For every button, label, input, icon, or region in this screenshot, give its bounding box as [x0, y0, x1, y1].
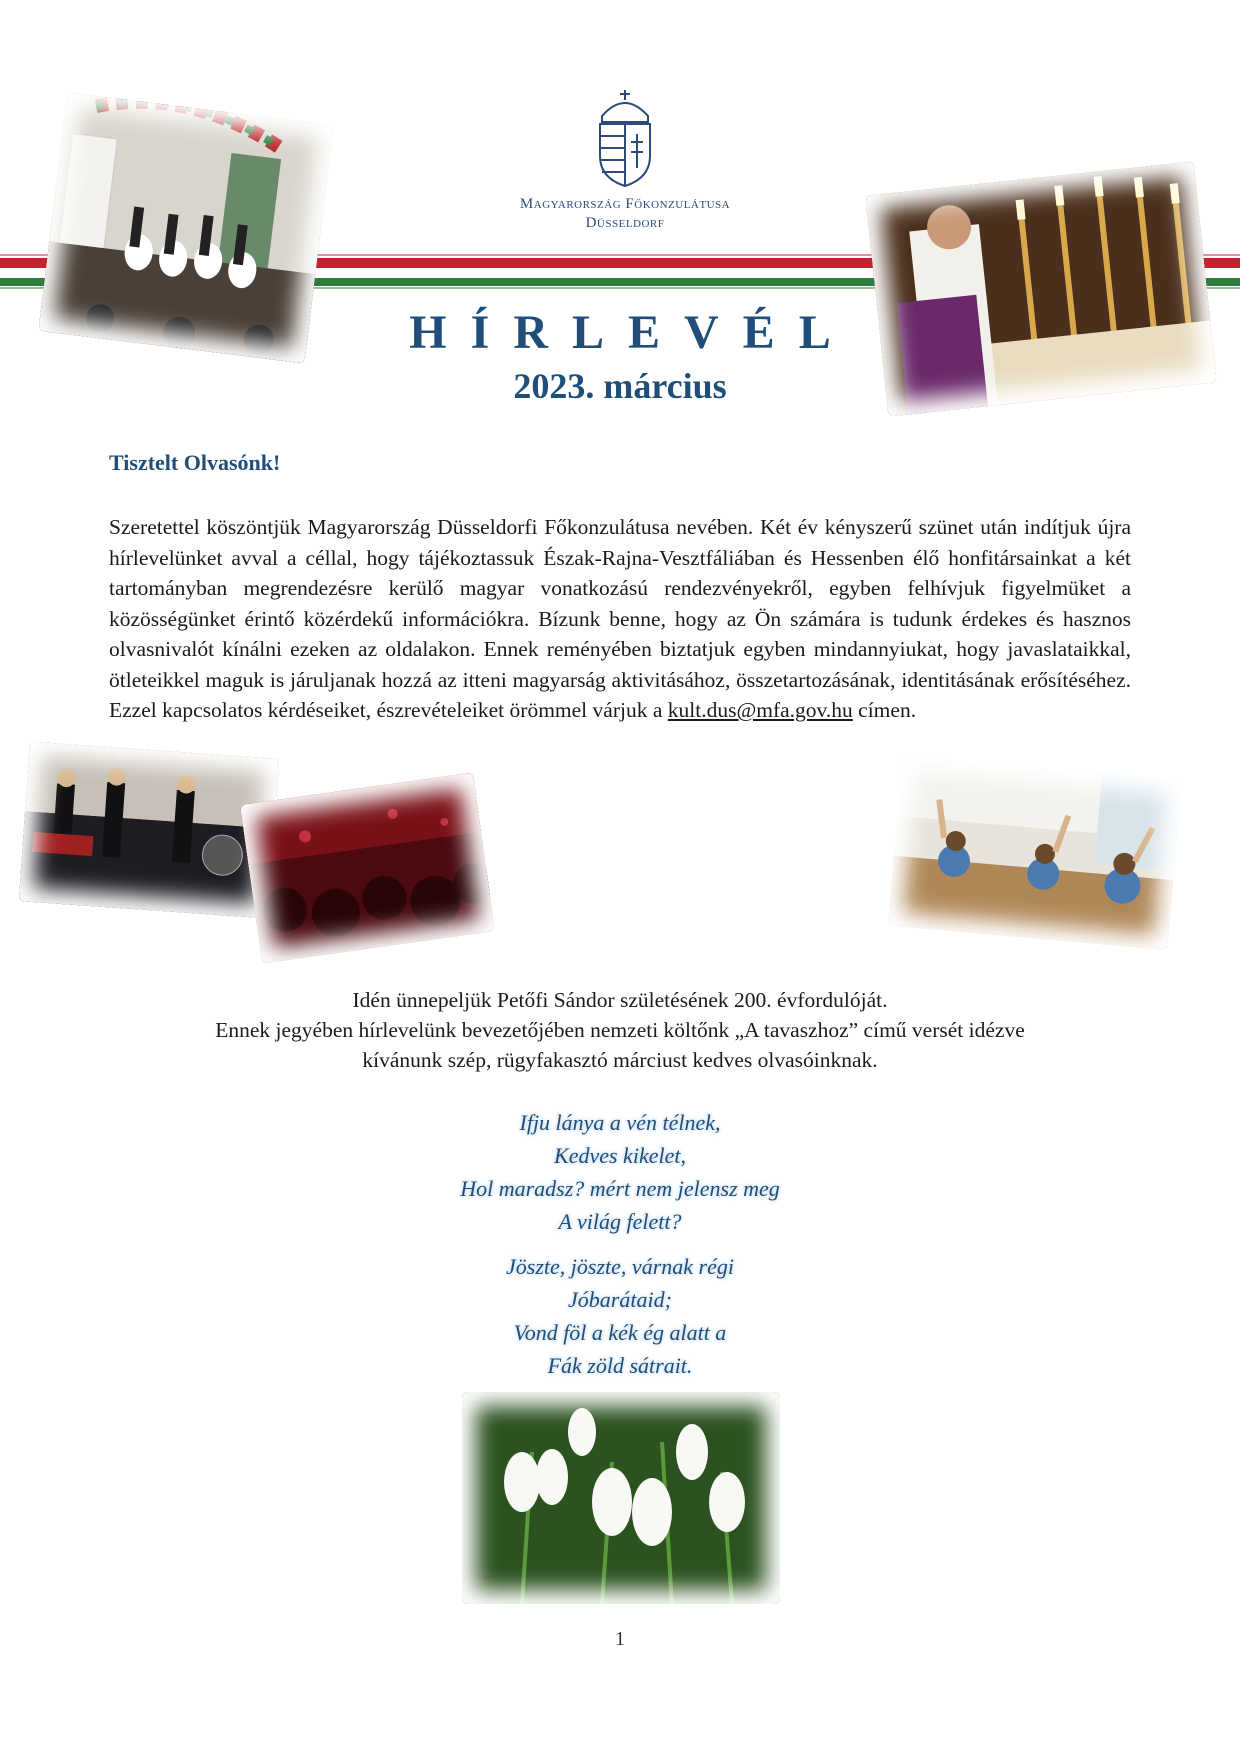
- coat-of-arms-icon: [590, 86, 660, 188]
- greeting: Tisztelt Olvasónk!: [109, 450, 281, 475]
- photo-classroom: [888, 756, 1182, 950]
- poem-line: Vond föl a kék ég alatt a: [513, 1320, 727, 1345]
- email-link[interactable]: kult.dus@mfa.gov.hu: [667, 698, 853, 722]
- poem-line: Hol maradsz? mért nem jelensz meg: [460, 1176, 780, 1201]
- photo-audience: [240, 772, 495, 963]
- intro-line-3: kívánunk szép, rügyfakasztó márciust kedves olvasóinknak.: [362, 1048, 878, 1072]
- photo-snowdrops: [462, 1392, 780, 1604]
- letter-body-end: címen.: [852, 698, 917, 722]
- org-name-line1: Magyarország Főkonzulátusa: [519, 196, 731, 212]
- photo-jazz-concert: [19, 741, 280, 918]
- intro-line-1: Idén ünnepeljük Petőfi Sándor születésének 200. évfordulóját.: [352, 988, 888, 1012]
- newsletter-date: 2023. március: [513, 366, 727, 406]
- org-name-line2: Düsseldorf: [585, 215, 665, 231]
- letter-body: [109, 512, 1131, 726]
- poem-line: Jöszte, jöszte, várnak régi: [506, 1254, 734, 1279]
- page-number: 1: [615, 1628, 625, 1650]
- photo-church-altar: [865, 161, 1216, 416]
- poem-line: Ifju lánya a vén télnek,: [519, 1110, 721, 1135]
- intro-line-2: Ennek jegyében hírlevelünk bevezetőjében nemzeti költőnk „A tavaszhoz” című versét idézve: [215, 1018, 1025, 1042]
- poem-line: A világ felett?: [558, 1209, 682, 1234]
- photo-folk-dance: [38, 93, 333, 364]
- letter-body-text: Szeretettel köszöntjük Magyarország Düsseldorfi Főkonzulátusa nevében. Két év kényszerű szünet után indítjuk újra hírlevelünket avval a céllal, hogy tájékoztassuk Észak-Rajna-Vesztfáliában és Hessenben élő honfitársainkat a két tartományban megrendezésre kerülő magyar vonatkozású rendezvényekről, egyben felhívjuk figyelmüket a közösségünket érintő közérdekű információkra. Bízunk benne, hogy az Ön számára is tudunk érdekes és hasznos olvasnivalót kínálni ezeken az oldalakon. Ennek reményében biztatjuk egyben mindannyiukat, hogy javaslataikkal, ötleteikkel maguk is járuljanak hozzá az itteni magyarság aktivitásához, összetartozásának, identitásának erősítéséhez. Ezzel kapcsolatos kérdéseiket, észrevételeiket örömmel várjuk a: [109, 515, 1131, 722]
- newsletter-title: HÍRLEVÉL: [409, 306, 855, 359]
- poem-line: Jóbarátaid;: [568, 1287, 672, 1312]
- poem-line: Kedves kikelet,: [554, 1143, 686, 1168]
- poem-line: Fák zöld sátrait.: [547, 1353, 693, 1378]
